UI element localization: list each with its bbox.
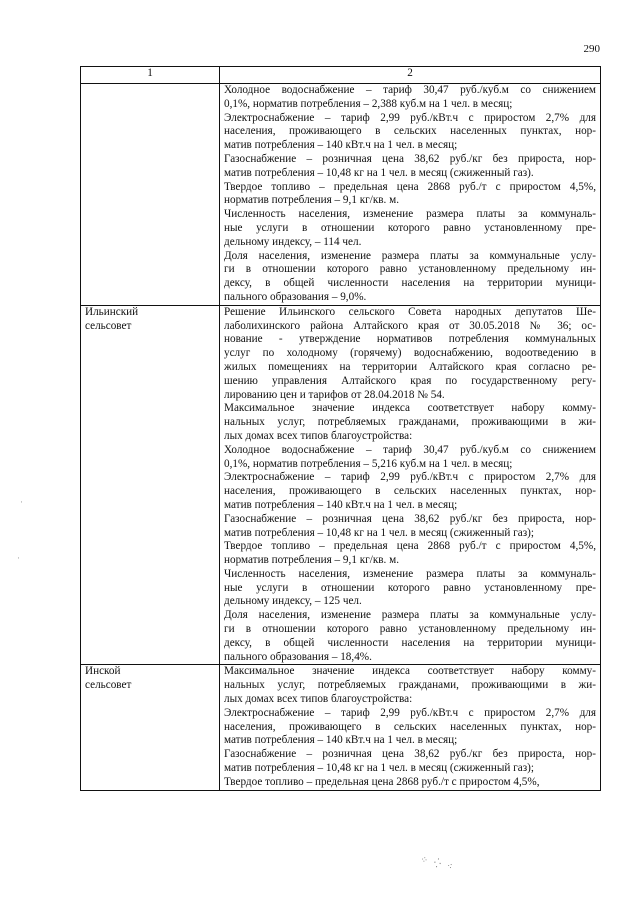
- description-line: пального образования – 9,0%.: [224, 290, 367, 303]
- description-line: норматив потребления – 9,1 кг/кв. м.: [224, 194, 400, 207]
- table-row: [81, 665, 601, 790]
- description-line: Газоснабжение – розничная цена 38,62 руб./кг без прироста, нор-: [224, 152, 596, 165]
- description-line: Максимальное значение индекса соответствует набору комму-: [224, 665, 596, 678]
- description-line: Доля населения, изменение размера платы за коммунальные услу-: [224, 609, 596, 622]
- description-line: дексу, в общей численности населения на территории муници-: [224, 277, 596, 290]
- description-cell: [220, 665, 601, 790]
- region-cell: [81, 305, 220, 665]
- description-line: матив потребления – 10,48 кг на 1 чел. в месяц (сжиженный газ);: [224, 526, 534, 539]
- scan-speck: ·: [20, 497, 23, 507]
- page-number: 290: [583, 43, 600, 55]
- description-line: Холодное водоснабжение – тариф 30,47 руб./куб.м со снижением: [224, 443, 596, 456]
- description-line: Доля населения, изменение размера платы за коммунальные услу-: [224, 249, 596, 262]
- region-name-line: сельсовет: [85, 679, 132, 692]
- description-line: нальных услуг, потребляемых гражданами, проживающими в жи-: [224, 416, 596, 429]
- tariff-table: [80, 66, 601, 791]
- description-line: услуг по холодному (горячему) водоснабжению, водоотведению в: [224, 347, 596, 360]
- description-line: лых домах всех типов благоустройства:: [224, 429, 413, 442]
- description-line: матив потребления – 140 кВт.ч на 1 чел. в месяц;: [224, 498, 458, 511]
- column-header-2: 2: [220, 67, 601, 84]
- description-line: ги в отношении которого равно установленному предельному ин-: [224, 623, 596, 636]
- description-line: лых домах всех типов благоустройства:: [224, 693, 413, 706]
- description-line: Численность населения, изменение размера платы за коммуналь-: [224, 567, 596, 580]
- table-header-row: [81, 67, 601, 84]
- description-line: матив потребления – 10,48 кг на 1 чел. в месяц (сжиженный газ);: [224, 762, 534, 775]
- description-line: ги в отношении которого равно установленному предельному ин-: [224, 263, 596, 276]
- description-line: Твердое топливо – предельная цена 2868 руб./т с приростом 4,5%,: [224, 180, 596, 193]
- description-line: Электроснабжение – тариф 2,99 руб./кВт.ч с приростом 2,7% для: [224, 706, 596, 719]
- description-line: нование - утверждение нормативов потребления коммунальных: [224, 333, 596, 346]
- table-row: [81, 84, 601, 306]
- description-line: населения, проживающего в сельских населенных пунктах, нор-: [224, 720, 596, 733]
- column-header-1: 1: [81, 67, 220, 84]
- description-line: дексу, в общей численности населения на территории муници-: [224, 636, 596, 649]
- scan-speck: ·: [17, 553, 20, 563]
- description-line: Максимальное значение индекса соответствует набору комму-: [224, 402, 596, 415]
- description-line: пального образования – 18,4%.: [224, 650, 372, 663]
- description-line: Газоснабжение – розничная цена 38,62 руб./кг без прироста, нор-: [224, 512, 596, 525]
- description-line: 0,1%, норматив потребления – 5,216 куб.м на 1 чел. в месяц;: [224, 457, 513, 470]
- description-cell: [220, 84, 601, 306]
- description-line: матив потребления – 10,48 кг на 1 чел. в месяц (сжиженный газ).: [224, 166, 534, 179]
- scan-scribble: ⁘ ⁛ ⁖: [419, 853, 456, 873]
- description-line: нальных услуг, потребляемых гражданами, проживающими в жи-: [224, 679, 596, 692]
- region-name-line: Ильинский: [85, 305, 139, 318]
- description-line: лаболихинского района Алтайского края от 30.05.2018 № 36; ос-: [224, 319, 596, 332]
- table-body: [81, 84, 601, 791]
- description-line: населения, проживающего в сельских населенных пунктах, нор-: [224, 485, 596, 498]
- description-line: норматив потребления – 9,1 кг/кв. м.: [224, 554, 400, 567]
- description-line: ные услуги в отношении которого равно установленному пре-: [224, 581, 596, 594]
- description-line: дельному индексу, – 125 чел.: [224, 595, 362, 608]
- description-line: шению управления Алтайского края по государственному регу-: [224, 374, 596, 387]
- description-line: матив потребления – 140 кВт.ч на 1 чел. в месяц;: [224, 734, 458, 747]
- description-line: ные услуги в отношении которого равно установленному пре-: [224, 221, 596, 234]
- description-line: лированию цен и тарифов от 28.04.2018 № 54.: [224, 388, 445, 401]
- description-line: жилых помещениях на территории Алтайского края согласно ре-: [224, 360, 596, 373]
- region-cell: [81, 84, 220, 306]
- region-name-line: Инской: [85, 665, 121, 678]
- description-line: дельному индексу, – 114 чел.: [224, 235, 362, 248]
- description-line: Электроснабжение – тариф 2,99 руб./кВт.ч с приростом 2,7% для: [224, 471, 596, 484]
- description-line: Решение Ильинского сельского Совета народных депутатов Ше-: [224, 305, 596, 318]
- description-line: Твердое топливо – предельная цена 2868 руб./т с приростом 4,5%,: [224, 775, 540, 788]
- description-line: 0,1%, норматив потребления – 2,388 куб.м на 1 чел. в месяц;: [224, 97, 513, 110]
- description-line: населения, проживающего в сельских населенных пунктах, нор-: [224, 125, 596, 138]
- table-row: [81, 305, 601, 665]
- region-cell: [81, 665, 220, 790]
- description-line: Холодное водоснабжение – тариф 30,47 руб./куб.м со снижением: [224, 84, 596, 96]
- description-line: Численность населения, изменение размера платы за коммуналь-: [224, 208, 596, 221]
- description-line: Электроснабжение – тариф 2,99 руб./кВт.ч с приростом 2,7% для: [224, 111, 596, 124]
- description-line: Твердое топливо – предельная цена 2868 руб./т с приростом 4,5%,: [224, 540, 596, 553]
- region-name-line: сельсовет: [85, 319, 132, 332]
- description-cell: [220, 305, 601, 665]
- description-line: матив потребления – 140 кВт.ч на 1 чел. в месяц;: [224, 139, 458, 152]
- description-line: Газоснабжение – розничная цена 38,62 руб./кг без прироста, нор-: [224, 748, 596, 761]
